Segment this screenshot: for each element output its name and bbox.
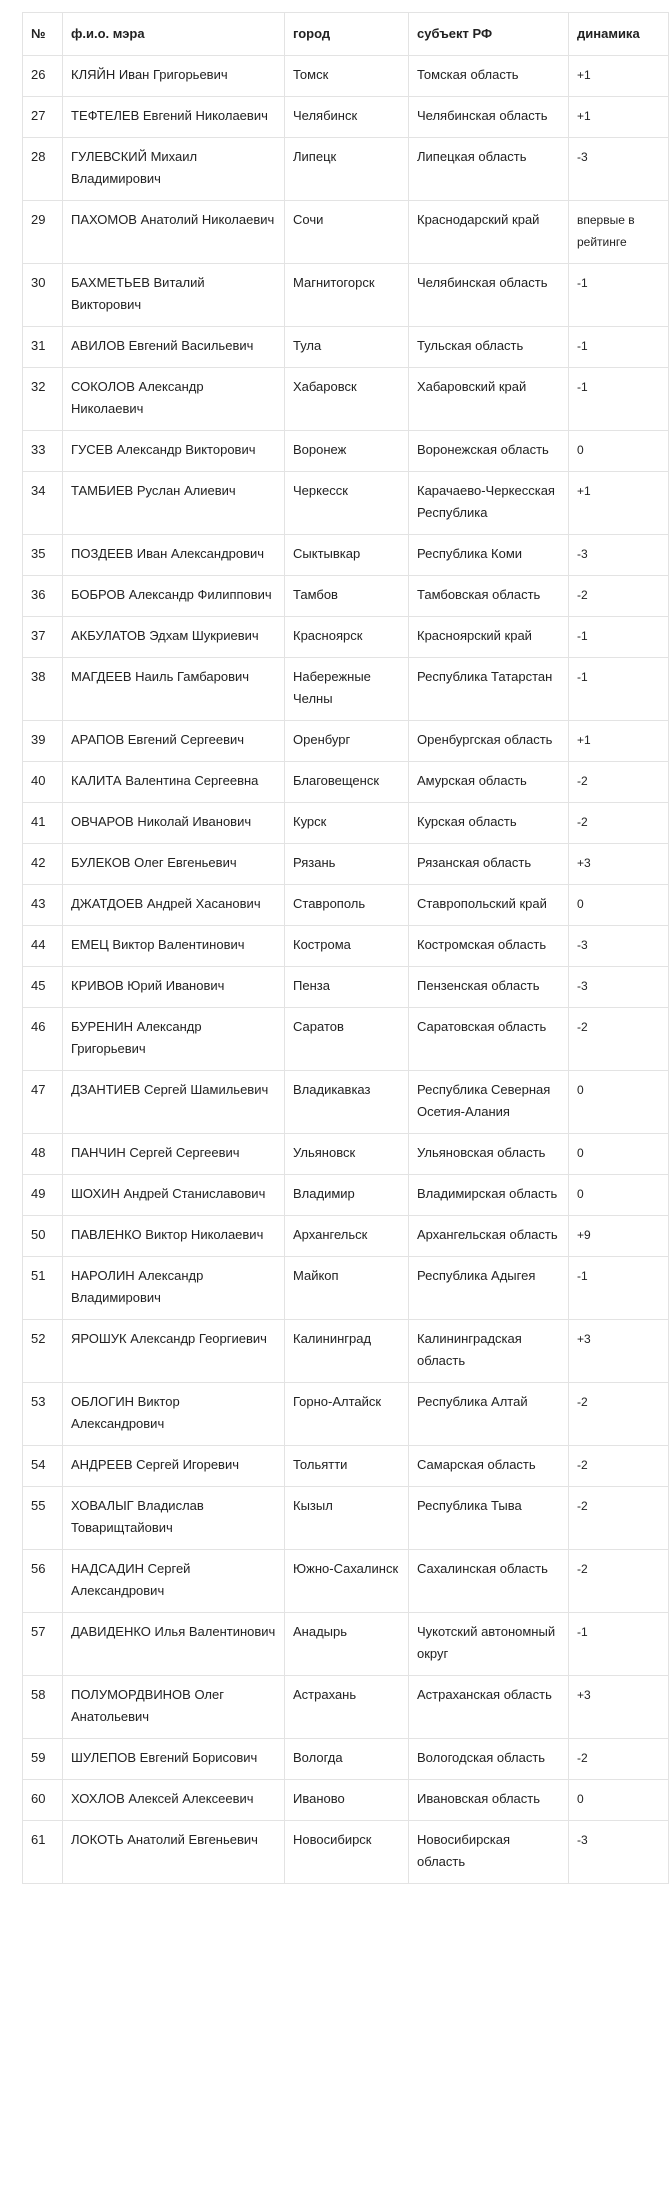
- cell-city: Ставрополь: [285, 885, 409, 926]
- cell-rank: 26: [23, 56, 63, 97]
- cell-rank: 32: [23, 368, 63, 431]
- cell-region: Астраханская область: [409, 1676, 569, 1739]
- header-row: [23, 13, 669, 56]
- cell-region: Владимирская область: [409, 1175, 569, 1216]
- cell-dynamics: 0: [569, 1134, 669, 1175]
- mayor-ranking-table-container: [22, 12, 668, 1884]
- cell-city: Томск: [285, 56, 409, 97]
- cell-mayor-name: НАДСАДИН Сергей Александрович: [63, 1550, 285, 1613]
- cell-rank: 59: [23, 1739, 63, 1780]
- cell-region: Чукотский автономный округ: [409, 1613, 569, 1676]
- cell-mayor-name: КАЛИТА Валентина Сергеевна: [63, 762, 285, 803]
- cell-city: Сыктывкар: [285, 535, 409, 576]
- cell-mayor-name: ШУЛЕПОВ Евгений Борисович: [63, 1739, 285, 1780]
- cell-dynamics: +3: [569, 1676, 669, 1739]
- cell-rank: 28: [23, 138, 63, 201]
- cell-dynamics: +3: [569, 844, 669, 885]
- table-row: [23, 885, 669, 926]
- cell-rank: 48: [23, 1134, 63, 1175]
- cell-rank: 49: [23, 1175, 63, 1216]
- cell-dynamics: +1: [569, 97, 669, 138]
- cell-mayor-name: ПОЛУМОРДВИНОВ Олег Анатольевич: [63, 1676, 285, 1739]
- cell-city: Анадырь: [285, 1613, 409, 1676]
- cell-mayor-name: АВИЛОВ Евгений Васильевич: [63, 327, 285, 368]
- cell-region: Ставропольский край: [409, 885, 569, 926]
- cell-mayor-name: ТАМБИЕВ Руслан Алиевич: [63, 472, 285, 535]
- cell-dynamics: -2: [569, 762, 669, 803]
- cell-mayor-name: ОВЧАРОВ Николай Иванович: [63, 803, 285, 844]
- cell-mayor-name: БАХМЕТЬЕВ Виталий Викторович: [63, 264, 285, 327]
- cell-region: Саратовская область: [409, 1008, 569, 1071]
- table-row: [23, 762, 669, 803]
- cell-city: Оренбург: [285, 721, 409, 762]
- mayor-ranking-table: [22, 12, 669, 1884]
- cell-region: Тульская область: [409, 327, 569, 368]
- cell-mayor-name: КЛЯЙН Иван Григорьевич: [63, 56, 285, 97]
- header-region: субъект РФ: [409, 13, 569, 56]
- cell-dynamics: 0: [569, 1175, 669, 1216]
- cell-city: Иваново: [285, 1780, 409, 1821]
- cell-city: Черкесск: [285, 472, 409, 535]
- cell-dynamics: впервые в рейтинге: [569, 201, 669, 264]
- cell-region: Томская область: [409, 56, 569, 97]
- cell-city: Ульяновск: [285, 1134, 409, 1175]
- table-row: [23, 97, 669, 138]
- cell-city: Красноярск: [285, 617, 409, 658]
- table-row: [23, 1216, 669, 1257]
- cell-mayor-name: АКБУЛАТОВ Эдхам Шукриевич: [63, 617, 285, 658]
- cell-rank: 33: [23, 431, 63, 472]
- cell-rank: 53: [23, 1383, 63, 1446]
- cell-region: Челябинская область: [409, 264, 569, 327]
- cell-mayor-name: ДЗАНТИЕВ Сергей Шамильевич: [63, 1071, 285, 1134]
- cell-dynamics: -2: [569, 1739, 669, 1780]
- cell-mayor-name: ХОВАЛЫГ Владислав Товарищтайович: [63, 1487, 285, 1550]
- cell-region: Калининградская область: [409, 1320, 569, 1383]
- cell-rank: 50: [23, 1216, 63, 1257]
- cell-dynamics: -1: [569, 368, 669, 431]
- cell-region: Республика Северная Осетия-Алания: [409, 1071, 569, 1134]
- cell-city: Тула: [285, 327, 409, 368]
- cell-rank: 38: [23, 658, 63, 721]
- cell-city: Набережные Челны: [285, 658, 409, 721]
- table-row: [23, 1550, 669, 1613]
- cell-city: Пенза: [285, 967, 409, 1008]
- cell-mayor-name: БУЛЕКОВ Олег Евгеньевич: [63, 844, 285, 885]
- cell-city: Благовещенск: [285, 762, 409, 803]
- cell-mayor-name: АНДРЕЕВ Сергей Игоревич: [63, 1446, 285, 1487]
- cell-dynamics: +1: [569, 472, 669, 535]
- cell-rank: 51: [23, 1257, 63, 1320]
- cell-dynamics: -1: [569, 327, 669, 368]
- cell-city: Вологда: [285, 1739, 409, 1780]
- cell-city: Саратов: [285, 1008, 409, 1071]
- cell-dynamics: +9: [569, 1216, 669, 1257]
- cell-mayor-name: НАРОЛИН Александр Владимирович: [63, 1257, 285, 1320]
- cell-city: Калининград: [285, 1320, 409, 1383]
- cell-rank: 42: [23, 844, 63, 885]
- cell-rank: 43: [23, 885, 63, 926]
- cell-mayor-name: ТЕФТЕЛЕВ Евгений Николаевич: [63, 97, 285, 138]
- cell-region: Архангельская область: [409, 1216, 569, 1257]
- cell-city: Липецк: [285, 138, 409, 201]
- table-row: [23, 1383, 669, 1446]
- cell-city: Тамбов: [285, 576, 409, 617]
- cell-rank: 47: [23, 1071, 63, 1134]
- cell-dynamics: -2: [569, 1446, 669, 1487]
- table-row: [23, 1780, 669, 1821]
- table-row: [23, 535, 669, 576]
- cell-mayor-name: КРИВОВ Юрий Иванович: [63, 967, 285, 1008]
- cell-rank: 34: [23, 472, 63, 535]
- cell-region: Самарская область: [409, 1446, 569, 1487]
- cell-region: Красноярский край: [409, 617, 569, 658]
- table-row: [23, 1739, 669, 1780]
- cell-region: Республика Адыгея: [409, 1257, 569, 1320]
- cell-city: Тольятти: [285, 1446, 409, 1487]
- cell-region: Пензенская область: [409, 967, 569, 1008]
- cell-mayor-name: ПАВЛЕНКО Виктор Николаевич: [63, 1216, 285, 1257]
- table-row: [23, 803, 669, 844]
- table-row: [23, 926, 669, 967]
- cell-region: Курская область: [409, 803, 569, 844]
- cell-rank: 31: [23, 327, 63, 368]
- table-row: [23, 844, 669, 885]
- table-row: [23, 1071, 669, 1134]
- cell-region: Республика Тыва: [409, 1487, 569, 1550]
- table-row: [23, 576, 669, 617]
- cell-region: Костромская область: [409, 926, 569, 967]
- cell-dynamics: 0: [569, 431, 669, 472]
- cell-mayor-name: СОКОЛОВ Александр Николаевич: [63, 368, 285, 431]
- cell-region: Республика Алтай: [409, 1383, 569, 1446]
- cell-mayor-name: ДАВИДЕНКО Илья Валентинович: [63, 1613, 285, 1676]
- cell-city: Челябинск: [285, 97, 409, 138]
- cell-rank: 39: [23, 721, 63, 762]
- cell-mayor-name: ПАХОМОВ Анатолий Николаевич: [63, 201, 285, 264]
- cell-dynamics: 0: [569, 1071, 669, 1134]
- cell-dynamics: -3: [569, 1821, 669, 1884]
- cell-region: Новосибирская область: [409, 1821, 569, 1884]
- cell-dynamics: -2: [569, 1008, 669, 1071]
- cell-region: Амурская область: [409, 762, 569, 803]
- cell-dynamics: -3: [569, 967, 669, 1008]
- cell-dynamics: -3: [569, 535, 669, 576]
- cell-mayor-name: БОБРОВ Александр Филиппович: [63, 576, 285, 617]
- cell-city: Владимир: [285, 1175, 409, 1216]
- table-row: [23, 327, 669, 368]
- cell-rank: 36: [23, 576, 63, 617]
- cell-dynamics: 0: [569, 1780, 669, 1821]
- cell-rank: 29: [23, 201, 63, 264]
- cell-rank: 60: [23, 1780, 63, 1821]
- table-row: [23, 1676, 669, 1739]
- cell-region: Воронежская область: [409, 431, 569, 472]
- cell-rank: 45: [23, 967, 63, 1008]
- cell-dynamics: -2: [569, 1550, 669, 1613]
- cell-city: Рязань: [285, 844, 409, 885]
- cell-city: Астрахань: [285, 1676, 409, 1739]
- cell-dynamics: +3: [569, 1320, 669, 1383]
- table-row: [23, 1257, 669, 1320]
- cell-region: Хабаровский край: [409, 368, 569, 431]
- cell-dynamics: -1: [569, 1257, 669, 1320]
- cell-city: Курск: [285, 803, 409, 844]
- cell-city: Хабаровск: [285, 368, 409, 431]
- table-row: [23, 1134, 669, 1175]
- header-dynamics: динамика: [569, 13, 669, 56]
- table-row: [23, 1613, 669, 1676]
- cell-region: Челябинская область: [409, 97, 569, 138]
- cell-dynamics: -3: [569, 138, 669, 201]
- cell-city: Сочи: [285, 201, 409, 264]
- table-row: [23, 56, 669, 97]
- cell-rank: 46: [23, 1008, 63, 1071]
- cell-region: Республика Татарстан: [409, 658, 569, 721]
- cell-mayor-name: ДЖАТДОЕВ Андрей Хасанович: [63, 885, 285, 926]
- cell-rank: 27: [23, 97, 63, 138]
- cell-mayor-name: ЕМЕЦ Виктор Валентинович: [63, 926, 285, 967]
- cell-mayor-name: ПОЗДЕЕВ Иван Александрович: [63, 535, 285, 576]
- cell-city: Воронеж: [285, 431, 409, 472]
- cell-mayor-name: МАГДЕЕВ Наиль Гамбарович: [63, 658, 285, 721]
- cell-dynamics: -1: [569, 1613, 669, 1676]
- cell-rank: 35: [23, 535, 63, 576]
- cell-mayor-name: БУРЕНИН Александр Григорьевич: [63, 1008, 285, 1071]
- cell-city: Новосибирск: [285, 1821, 409, 1884]
- table-row: [23, 617, 669, 658]
- cell-rank: 37: [23, 617, 63, 658]
- table-row: [23, 1446, 669, 1487]
- cell-dynamics: -2: [569, 803, 669, 844]
- header-rank: №: [23, 13, 63, 56]
- table-row: [23, 368, 669, 431]
- table-row: [23, 431, 669, 472]
- cell-region: Липецкая область: [409, 138, 569, 201]
- cell-dynamics: -1: [569, 658, 669, 721]
- cell-region: Оренбургская область: [409, 721, 569, 762]
- cell-region: Краснодарский край: [409, 201, 569, 264]
- table-row: [23, 264, 669, 327]
- cell-dynamics: +1: [569, 721, 669, 762]
- cell-rank: 61: [23, 1821, 63, 1884]
- cell-mayor-name: ХОХЛОВ Алексей Алексеевич: [63, 1780, 285, 1821]
- cell-mayor-name: ШОХИН Андрей Станиславович: [63, 1175, 285, 1216]
- table-row: [23, 1487, 669, 1550]
- table-row: [23, 1821, 669, 1884]
- table-row: [23, 967, 669, 1008]
- table-row: [23, 138, 669, 201]
- cell-city: Архангельск: [285, 1216, 409, 1257]
- cell-dynamics: -1: [569, 617, 669, 658]
- cell-dynamics: -2: [569, 1487, 669, 1550]
- table-row: [23, 721, 669, 762]
- cell-city: Кызыл: [285, 1487, 409, 1550]
- cell-mayor-name: ОБЛОГИН Виктор Александрович: [63, 1383, 285, 1446]
- cell-region: Тамбовская область: [409, 576, 569, 617]
- table-row: [23, 1008, 669, 1071]
- cell-rank: 30: [23, 264, 63, 327]
- cell-region: Сахалинская область: [409, 1550, 569, 1613]
- cell-region: Вологодская область: [409, 1739, 569, 1780]
- header-mayor-name: ф.и.о. мэра: [63, 13, 285, 56]
- cell-rank: 56: [23, 1550, 63, 1613]
- cell-rank: 52: [23, 1320, 63, 1383]
- cell-mayor-name: ЯРОШУК Александр Георгиевич: [63, 1320, 285, 1383]
- cell-city: Майкоп: [285, 1257, 409, 1320]
- cell-dynamics: -1: [569, 264, 669, 327]
- cell-rank: 55: [23, 1487, 63, 1550]
- header-city: город: [285, 13, 409, 56]
- cell-region: Республика Коми: [409, 535, 569, 576]
- cell-city: Владикавказ: [285, 1071, 409, 1134]
- cell-dynamics: -2: [569, 576, 669, 617]
- cell-city: Магнитогорск: [285, 264, 409, 327]
- cell-mayor-name: ПАНЧИН Сергей Сергеевич: [63, 1134, 285, 1175]
- cell-mayor-name: ГУСЕВ Александр Викторович: [63, 431, 285, 472]
- cell-mayor-name: ГУЛЕВСКИЙ Михаил Владимирович: [63, 138, 285, 201]
- cell-dynamics: -2: [569, 1383, 669, 1446]
- cell-rank: 54: [23, 1446, 63, 1487]
- table-row: [23, 201, 669, 264]
- cell-rank: 41: [23, 803, 63, 844]
- cell-mayor-name: ЛОКОТЬ Анатолий Евгеньевич: [63, 1821, 285, 1884]
- cell-region: Карачаево-Черкесская Республика: [409, 472, 569, 535]
- cell-dynamics: 0: [569, 885, 669, 926]
- table-row: [23, 472, 669, 535]
- cell-rank: 57: [23, 1613, 63, 1676]
- cell-rank: 58: [23, 1676, 63, 1739]
- table-body: [23, 56, 669, 1884]
- cell-city: Южно-Сахалинск: [285, 1550, 409, 1613]
- cell-region: Ивановская область: [409, 1780, 569, 1821]
- table-row: [23, 658, 669, 721]
- cell-rank: 40: [23, 762, 63, 803]
- cell-city: Кострома: [285, 926, 409, 967]
- table-header: [23, 13, 669, 56]
- cell-rank: 44: [23, 926, 63, 967]
- cell-dynamics: -3: [569, 926, 669, 967]
- table-row: [23, 1175, 669, 1216]
- cell-mayor-name: АРАПОВ Евгений Сергеевич: [63, 721, 285, 762]
- table-row: [23, 1320, 669, 1383]
- cell-region: Рязанская область: [409, 844, 569, 885]
- cell-dynamics: +1: [569, 56, 669, 97]
- cell-region: Ульяновская область: [409, 1134, 569, 1175]
- cell-city: Горно-Алтайск: [285, 1383, 409, 1446]
